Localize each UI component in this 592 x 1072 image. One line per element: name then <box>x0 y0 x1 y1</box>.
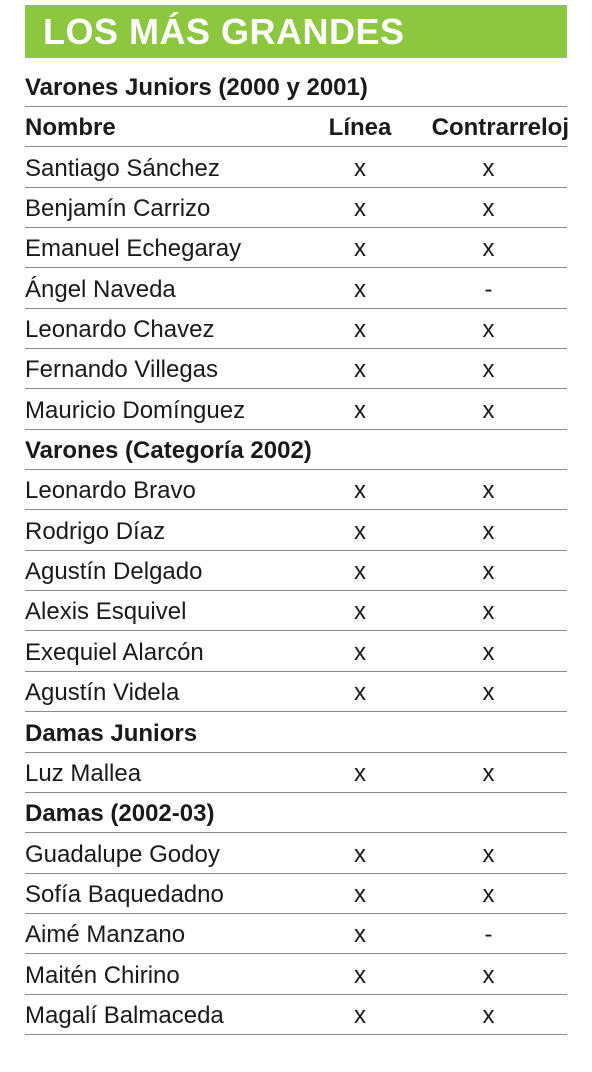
contrarreloj-mark: - <box>484 921 493 949</box>
table-row <box>25 389 567 429</box>
linea-mark: x <box>354 1001 366 1029</box>
contrarreloj-mark: x <box>482 154 495 182</box>
linea-mark: x <box>354 235 366 263</box>
rider-name: Emanuel Echegaray <box>25 235 242 263</box>
rider-name: Mauricio Domínguez <box>25 396 246 424</box>
table-row <box>25 753 567 793</box>
linea-mark: x <box>354 356 366 384</box>
results-table <box>25 74 567 1035</box>
contrarreloj-mark: x <box>482 316 495 344</box>
section-title: Varones (Categoría 2002) <box>25 437 312 465</box>
contrarreloj-mark: x <box>482 195 495 223</box>
table-row <box>25 631 567 671</box>
table-row <box>25 672 567 712</box>
table-row <box>25 914 567 954</box>
section-heading <box>25 712 567 752</box>
linea-mark: x <box>354 517 366 545</box>
column-header-contrarreloj: Contrarreloj <box>431 114 569 142</box>
page-title: LOS MÁS GRANDES <box>43 11 405 52</box>
linea-mark: x <box>354 275 366 303</box>
table-row <box>25 995 567 1035</box>
contrarreloj-mark: x <box>482 558 495 586</box>
table-row <box>25 833 567 873</box>
linea-mark: x <box>354 961 366 989</box>
table-row <box>25 188 567 228</box>
contrarreloj-mark: x <box>482 679 495 707</box>
linea-mark: x <box>354 921 366 949</box>
linea-mark: x <box>354 759 366 787</box>
table-row <box>25 551 567 591</box>
table-row <box>25 309 567 349</box>
column-header-name: Nombre <box>25 114 116 142</box>
section-title: Varones Juniors (2000 y 2001) <box>25 74 368 101</box>
rider-name: Agustín Delgado <box>25 558 203 586</box>
table-row <box>25 874 567 914</box>
section-title: Damas (2002-03) <box>25 800 215 828</box>
rider-name: Santiago Sánchez <box>25 154 220 182</box>
rider-name: Rodrigo Díaz <box>25 517 166 545</box>
contrarreloj-mark: x <box>482 840 495 868</box>
linea-mark: x <box>354 679 366 707</box>
contrarreloj-mark: x <box>482 1001 495 1029</box>
table-row <box>25 954 567 994</box>
table-row <box>25 349 567 389</box>
contrarreloj-mark: x <box>482 396 495 424</box>
title-banner <box>25 5 567 58</box>
linea-mark: x <box>354 880 366 908</box>
rider-name: Leonardo Chavez <box>25 316 215 344</box>
rider-name: Agustín Videla <box>25 679 180 707</box>
table-row <box>25 510 567 550</box>
table-row <box>25 228 567 268</box>
linea-mark: x <box>354 396 366 424</box>
section-heading <box>25 430 567 470</box>
rider-name: Aimé Manzano <box>25 921 186 949</box>
contrarreloj-mark: x <box>482 235 495 263</box>
section-heading <box>25 74 567 107</box>
linea-mark: x <box>354 840 366 868</box>
linea-mark: x <box>354 154 366 182</box>
table-row <box>25 591 567 631</box>
contrarreloj-mark: x <box>482 517 495 545</box>
rider-name: Benjamín Carrizo <box>25 195 211 223</box>
linea-mark: x <box>354 638 366 666</box>
contrarreloj-mark: x <box>482 880 495 908</box>
rider-name: Ángel Naveda <box>25 275 176 303</box>
rider-name: Fernando Villegas <box>25 356 219 384</box>
rider-name: Magalí Balmaceda <box>25 1001 224 1029</box>
rider-name: Alexis Esquivel <box>25 598 187 626</box>
contrarreloj-mark: x <box>482 598 495 626</box>
rider-name: Luz Mallea <box>25 759 142 787</box>
linea-mark: x <box>354 598 366 626</box>
column-header-row <box>25 107 567 147</box>
contrarreloj-mark: - <box>484 275 493 303</box>
linea-mark: x <box>354 195 366 223</box>
column-header-linea: Línea <box>328 114 392 142</box>
linea-mark: x <box>354 477 366 505</box>
rider-name: Guadalupe Godoy <box>25 840 220 868</box>
contrarreloj-mark: x <box>482 961 495 989</box>
rider-name: Maitén Chirino <box>25 961 180 989</box>
rider-name: Sofía Baquedadno <box>25 880 224 908</box>
rider-name: Leonardo Bravo <box>25 477 196 505</box>
contrarreloj-mark: x <box>482 356 495 384</box>
table-row <box>25 147 567 187</box>
linea-mark: x <box>354 558 366 586</box>
table-row <box>25 268 567 308</box>
table-row <box>25 470 567 510</box>
rider-name: Exequiel Alarcón <box>25 638 204 666</box>
contrarreloj-mark: x <box>482 759 495 787</box>
contrarreloj-mark: x <box>482 477 495 505</box>
section-heading <box>25 793 567 833</box>
section-title: Damas Juniors <box>25 719 198 747</box>
linea-mark: x <box>354 316 366 344</box>
contrarreloj-mark: x <box>482 638 495 666</box>
